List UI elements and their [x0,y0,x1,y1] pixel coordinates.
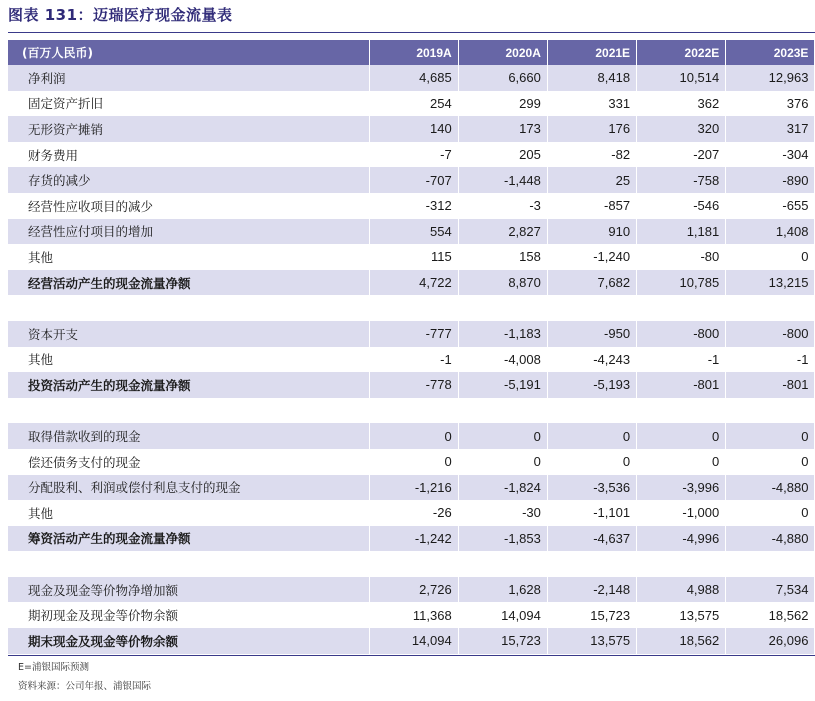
row-label: 取得借款收到的现金 [8,423,369,449]
source-note: 资料来源：公司年报、浦银国际 [18,681,152,692]
value-cell: 13,575 [547,628,636,654]
value-cell [458,295,547,321]
value-cell [637,551,726,577]
value-cell: -4,996 [637,526,726,552]
value-cell: -778 [369,372,458,398]
value-cell: 0 [726,423,815,449]
value-cell: 0 [547,449,636,475]
table-header-row [8,40,815,65]
value-cell: 0 [458,449,547,475]
value-cell: -1,242 [369,526,458,552]
table-bottom-divider [8,655,815,656]
year-header: 2022E [637,40,726,65]
value-cell [637,398,726,424]
row-label: 经营性应收项目的减少 [8,193,369,219]
table-row [8,116,815,142]
cash-flow-table [8,40,815,654]
table-row [8,602,815,628]
value-cell: 140 [369,116,458,142]
value-cell: 0 [369,449,458,475]
value-cell: 6,660 [458,65,547,91]
value-cell: 26,096 [726,628,815,654]
value-cell: -800 [726,321,815,347]
row-label: 期初现金及现金等价物余额 [8,602,369,628]
table-row [8,577,815,603]
table-row [8,423,815,449]
unit-label: (百万人民币) [8,40,369,65]
table-row [8,526,815,552]
value-cell: -758 [637,167,726,193]
value-cell: 362 [637,91,726,117]
value-cell: 7,534 [726,577,815,603]
value-cell: 320 [637,116,726,142]
value-cell: 299 [458,91,547,117]
table-row [8,65,815,91]
value-cell: 376 [726,91,815,117]
value-cell: 18,562 [726,602,815,628]
value-cell: -312 [369,193,458,219]
value-cell: -1,101 [547,500,636,526]
value-cell: 0 [637,449,726,475]
table-row [8,321,815,347]
title-divider [8,32,815,33]
row-label: 现金及现金等价物净增加额 [8,577,369,603]
row-label [8,295,369,321]
value-cell [369,551,458,577]
value-cell [458,398,547,424]
table-row [8,449,815,475]
value-cell: -1,240 [547,244,636,270]
row-label: 其他 [8,347,369,373]
value-cell: 1,408 [726,219,815,245]
row-label: 期末现金及现金等价物余额 [8,628,369,654]
value-cell: 2,827 [458,219,547,245]
value-cell: -777 [369,321,458,347]
value-cell [458,551,547,577]
value-cell: 0 [547,423,636,449]
value-cell: -4,243 [547,347,636,373]
value-cell: 0 [726,449,815,475]
value-cell: 317 [726,116,815,142]
value-cell: -82 [547,142,636,168]
row-label: 无形资产摊销 [8,116,369,142]
value-cell: 15,723 [547,602,636,628]
value-cell: 173 [458,116,547,142]
table-row [8,142,815,168]
value-cell: -950 [547,321,636,347]
value-cell: 115 [369,244,458,270]
table-row [8,91,815,117]
value-cell: 1,181 [637,219,726,245]
table-row [8,193,815,219]
spacer-row [8,398,815,424]
value-cell: 0 [637,423,726,449]
table-row [8,475,815,501]
year-header: 2023E [726,40,815,65]
value-cell: -1,000 [637,500,726,526]
value-cell: 0 [726,500,815,526]
value-cell: -4,008 [458,347,547,373]
value-cell: 4,988 [637,577,726,603]
page-title: 图表 131：迈瑞医疗现金流量表 [8,6,233,24]
value-cell [547,295,636,321]
row-label: 固定资产折旧 [8,91,369,117]
value-cell: 18,562 [637,628,726,654]
row-label [8,398,369,424]
value-cell: -1 [726,347,815,373]
row-label: 偿还债务支付的现金 [8,449,369,475]
value-cell: 176 [547,116,636,142]
value-cell: 0 [726,244,815,270]
value-cell [726,551,815,577]
value-cell: -546 [637,193,726,219]
table-row [8,628,815,654]
value-cell: -80 [637,244,726,270]
value-cell: 14,094 [369,628,458,654]
value-cell: 7,682 [547,270,636,296]
value-cell: 4,685 [369,65,458,91]
value-cell: 554 [369,219,458,245]
row-label: 其他 [8,500,369,526]
row-label: 其他 [8,244,369,270]
value-cell: -3,996 [637,475,726,501]
value-cell [726,295,815,321]
value-cell: 0 [458,423,547,449]
row-label [8,551,369,577]
value-cell: -801 [637,372,726,398]
value-cell: 13,575 [637,602,726,628]
value-cell [547,551,636,577]
value-cell: 13,215 [726,270,815,296]
value-cell [637,295,726,321]
value-cell: -26 [369,500,458,526]
value-cell: -4,637 [547,526,636,552]
row-label: 筹资活动产生的现金流量净额 [8,526,369,552]
row-label: 分配股利、利润或偿付利息支付的现金 [8,475,369,501]
value-cell: -655 [726,193,815,219]
value-cell: -2,148 [547,577,636,603]
table-row [8,270,815,296]
value-cell: -3 [458,193,547,219]
value-cell: 254 [369,91,458,117]
value-cell: -1,448 [458,167,547,193]
value-cell: 2,726 [369,577,458,603]
value-cell: 331 [547,91,636,117]
value-cell: 11,368 [369,602,458,628]
value-cell: -1 [637,347,726,373]
value-cell: 8,418 [547,65,636,91]
value-cell: 10,514 [637,65,726,91]
table-row [8,500,815,526]
value-cell: -890 [726,167,815,193]
value-cell: 910 [547,219,636,245]
value-cell: 10,785 [637,270,726,296]
value-cell: -1,216 [369,475,458,501]
value-cell: -30 [458,500,547,526]
value-cell: -1,824 [458,475,547,501]
value-cell: 8,870 [458,270,547,296]
value-cell: -5,191 [458,372,547,398]
value-cell [369,398,458,424]
value-cell: -3,536 [547,475,636,501]
table-row [8,167,815,193]
value-cell: -4,880 [726,475,815,501]
value-cell: 205 [458,142,547,168]
value-cell [369,295,458,321]
value-cell: -707 [369,167,458,193]
row-label: 净利润 [8,65,369,91]
year-header: 2021E [547,40,636,65]
value-cell: 1,628 [458,577,547,603]
value-cell: 12,963 [726,65,815,91]
value-cell: -4,880 [726,526,815,552]
value-cell: 15,723 [458,628,547,654]
value-cell: -304 [726,142,815,168]
row-label: 投资活动产生的现金流量净额 [8,372,369,398]
table-row [8,219,815,245]
row-label: 财务费用 [8,142,369,168]
value-cell: 4,722 [369,270,458,296]
value-cell: 0 [369,423,458,449]
row-label: 经营活动产生的现金流量净额 [8,270,369,296]
value-cell: -207 [637,142,726,168]
estimate-note: E=浦银国际预测 [18,662,89,673]
value-cell: 14,094 [458,602,547,628]
value-cell: -1,853 [458,526,547,552]
value-cell: 25 [547,167,636,193]
value-cell: 158 [458,244,547,270]
value-cell: -5,193 [547,372,636,398]
table-row [8,347,815,373]
value-cell: -1,183 [458,321,547,347]
value-cell [726,398,815,424]
value-cell: -1 [369,347,458,373]
value-cell: -7 [369,142,458,168]
value-cell [547,398,636,424]
spacer-row [8,295,815,321]
table-row [8,244,815,270]
value-cell: -800 [637,321,726,347]
value-cell: -801 [726,372,815,398]
row-label: 存货的减少 [8,167,369,193]
value-cell: -857 [547,193,636,219]
year-header: 2019A [369,40,458,65]
table-row [8,372,815,398]
spacer-row [8,551,815,577]
row-label: 经营性应付项目的增加 [8,219,369,245]
row-label: 资本开支 [8,321,369,347]
year-header: 2020A [458,40,547,65]
